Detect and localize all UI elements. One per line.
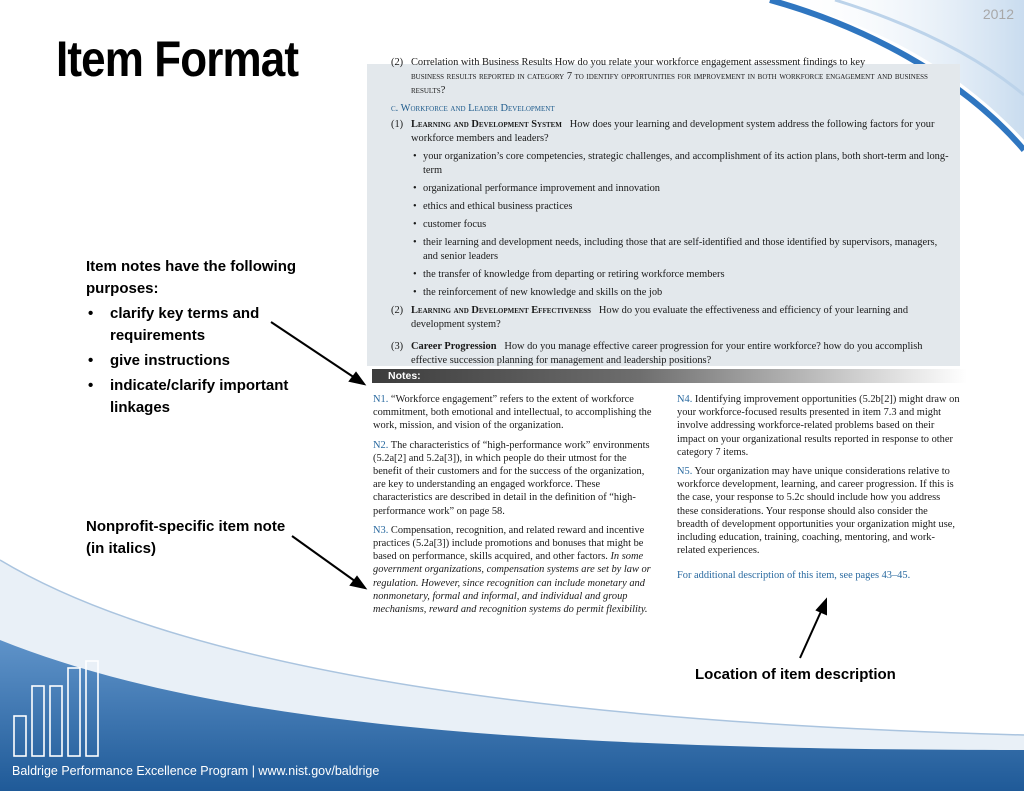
callout-nonprofit-note: Nonprofit-specific item note (in italics) xyxy=(86,518,286,557)
note-n4 xyxy=(677,393,961,459)
note-n1 xyxy=(373,393,655,433)
item-description-reference: For additional description of this item, see pages 43–45. xyxy=(677,570,911,582)
note-text: The characteristics of “high-performance work” environments (5.2a[2] and 5.2a[3]), in which people do their utmost for the benefit of their customers and for the success of the organization, are key to understanding an engaged workforce. These characteristics are described in detail in the definition of “high-performance work” on page 58. xyxy=(373,439,650,517)
question-number: (1) xyxy=(391,119,404,130)
notes-header-bar xyxy=(372,369,967,383)
criteria-excerpt xyxy=(367,57,960,366)
question-number: (2) xyxy=(391,57,404,68)
callout-location: Location of item description xyxy=(695,666,896,683)
note-n3 xyxy=(373,524,655,616)
note-n2 xyxy=(373,439,655,518)
question-text: How does your learning and development system address the following factors for your workforce members and leaders? xyxy=(411,119,935,144)
note-label: N3. xyxy=(373,524,389,536)
question-number: (2) xyxy=(391,305,404,316)
callout-bullet: • clarify key terms and requirements xyxy=(86,303,316,347)
factor-item: • their learning and development needs, including those that are self-identified and those identified by supervisors, managers, and senior leaders xyxy=(411,236,950,264)
note-text: Your organization may have unique considerations relative to workforce development, learning, and career progression. If this is the case, your response to 5.2c should include how you address these considerations. Your response should also consider the breadth of development opportunities your organization might use, including education, training, coaching, mentoring, and work-related experiences. xyxy=(677,466,955,557)
callout-notes-heading: Item notes have the following purposes: xyxy=(86,258,297,297)
note-n5 xyxy=(677,465,961,557)
question-2 xyxy=(391,304,950,332)
note-text: “Workforce engagement” refers to the extent of workforce commitment, both emotional and intellectual, to accomplishing the work, mission, and vision of the organization. xyxy=(373,394,652,432)
factor-item: • the reinforcement of new knowledge and skills on the job xyxy=(411,286,950,300)
excerpt-cut-item xyxy=(391,56,948,98)
year-label: 2012 xyxy=(982,6,1014,22)
factor-item: • organizational performance improvement and innovation xyxy=(411,182,950,196)
cut-line-1: Correlation with Business Results How do you relate your workforce engagement assessment findings to key xyxy=(411,57,866,68)
question-label: Career Progression xyxy=(411,341,497,352)
question-3 xyxy=(391,340,950,368)
callout-bullet: • indicate/clarify important linkages xyxy=(86,375,316,419)
note-text: Compensation, recognition, and related reward and incentive practices (5.2a[3]) include promotions and bonuses that might be based on performance, skills acquired, and other factors. xyxy=(373,524,645,563)
factor-item: • ethics and ethical business practices xyxy=(411,200,950,214)
page-title: Item Format xyxy=(56,31,299,87)
factor-item: • the transfer of knowledge from departing or retiring workforce members xyxy=(411,268,950,282)
note-label: N4. xyxy=(677,394,693,405)
notes-column-right xyxy=(677,393,961,589)
question-number: (3) xyxy=(391,341,404,352)
note-text: Identifying improvement opportunities (5.2b[2]) might draw on your workforce-focused results presented in item 7.3 and might involve addressing workforce-related problems based on their impact on your organizational results reported in response to other category 7 items. xyxy=(677,394,960,458)
note-label: N1. xyxy=(373,394,389,405)
section-heading: c. Workforce and Leader Development xyxy=(391,103,555,114)
callout-item-notes xyxy=(86,256,316,419)
question-label: Learning and Development Effectiveness xyxy=(411,305,592,316)
question-1 xyxy=(391,118,950,146)
factor-item: • your organization’s core competencies, strategic challenges, and accomplishment of its action plans, both short-term and long-term xyxy=(411,150,950,178)
footer-text: Baldrige Performance Excellence Program | www.nist.gov/baldrige xyxy=(12,764,380,778)
cut-line-2: business results reported in category 7 to identify opportunities for improvement in both workforce engagement and business results? xyxy=(411,71,928,96)
note-label: N2. xyxy=(373,439,389,451)
note-nonprofit-italic: In some government organizations, compensation systems are set by law or regulation. However, since recognition can include monetary and nonmonetary, formal and informal, and individual and group mechanisms, reward and recognition systems do permit flexibility. xyxy=(373,551,651,616)
question-text: How do you manage effective career progression for your entire workforce? how do you accomplish effective succession planning for management and leadership positions? xyxy=(411,341,923,366)
factor-list xyxy=(411,150,950,300)
factor-item: • customer focus xyxy=(411,218,950,232)
notes-column-left xyxy=(373,393,655,622)
callout-bullet: • give instructions xyxy=(86,350,316,372)
note-label: N5. xyxy=(677,466,693,478)
question-label: Learning and Development System xyxy=(411,119,562,130)
notes-header-label: Notes: xyxy=(388,370,421,382)
question-text: How do you evaluate the effectiveness and efficiency of your learning and development system? xyxy=(411,305,909,330)
callout-notes-list xyxy=(86,303,316,419)
